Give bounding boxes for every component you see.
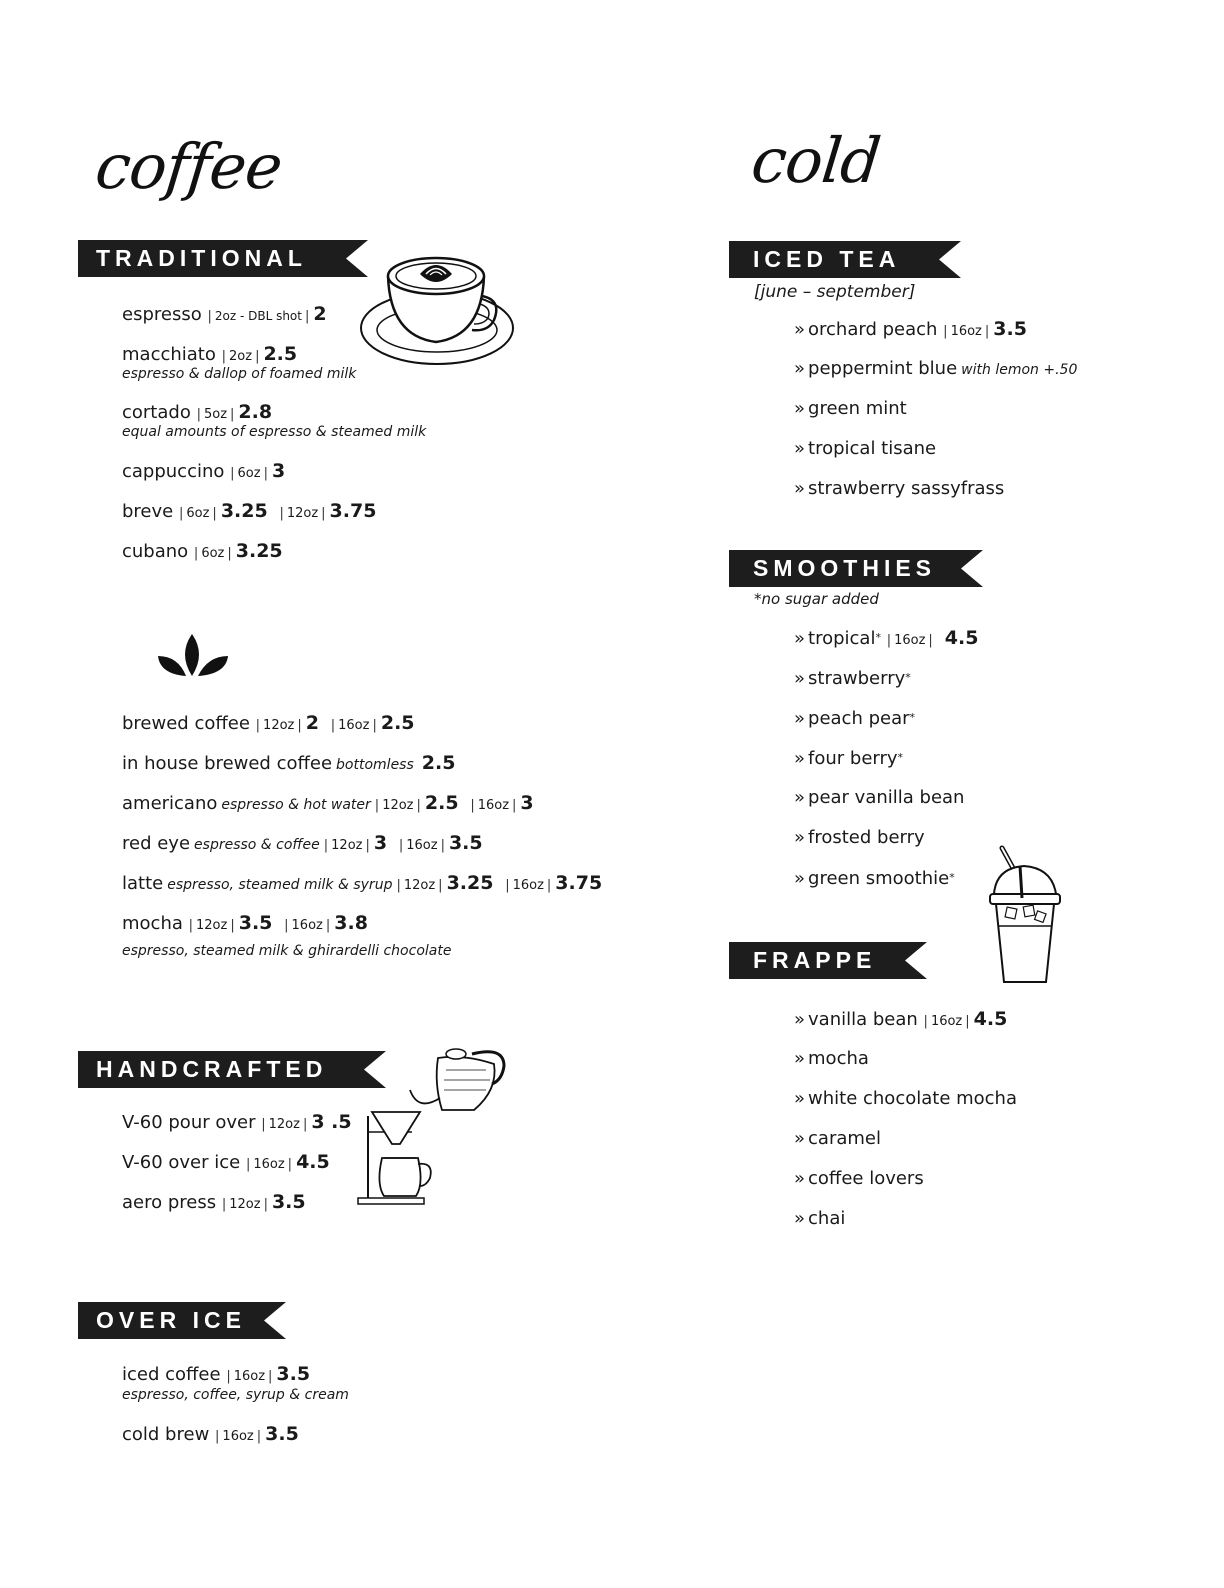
menu-item-cold-brew [122, 1423, 305, 1448]
item-size-2: 16oz [512, 878, 544, 893]
menu-item-green-smoothie [794, 867, 955, 890]
item-size: 5oz [203, 407, 228, 422]
menu-item-chai [794, 1208, 845, 1230]
item-note: bottomless [336, 757, 414, 773]
bar: | [226, 1369, 231, 1384]
menu-item-latte [122, 872, 608, 897]
item-size: 12oz [403, 878, 436, 893]
item-name: mocha [808, 1048, 869, 1069]
bar: | [178, 506, 184, 521]
bar: | [255, 349, 260, 364]
item-size: 16oz [930, 1014, 963, 1029]
bar: | [279, 506, 284, 521]
menu-item-aero-press [122, 1191, 312, 1216]
menu-item-green-mint [794, 398, 907, 420]
bar: | [984, 324, 990, 339]
bar: | [227, 546, 232, 561]
item-description: espresso, steamed milk & ghirardelli chocolate [122, 943, 452, 959]
no-sugar-star: * [875, 631, 881, 644]
item-name: breve [122, 501, 174, 522]
item-price: 3.5 [271, 1191, 306, 1213]
item-size: 6oz [201, 546, 225, 561]
menu-item-vanilla-bean [794, 1008, 1013, 1033]
bar: | [965, 1014, 970, 1029]
bullet: » [794, 358, 806, 379]
iced-tea-banner [729, 241, 961, 278]
menu-item-pear-vanilla-bean [794, 787, 964, 809]
item-size: 2oz [229, 349, 253, 364]
item-name: cappuccino [122, 461, 225, 482]
item-size: 12oz [263, 718, 295, 733]
item-size-2: 12oz [286, 506, 319, 521]
item-name: macchiato [122, 344, 216, 365]
bullet: » [794, 628, 806, 649]
frappe-heading: FRAPPE [753, 947, 877, 973]
item-size: 6oz [237, 466, 261, 481]
item-price: 3.5 [238, 912, 273, 934]
item-note: with lemon +.50 [961, 362, 1078, 378]
item-name: vanilla bean [808, 1009, 918, 1030]
menu-item-red-eye [122, 832, 489, 857]
item-name: tropical tisane [808, 438, 937, 459]
item-description: espresso, coffee, syrup & cream [122, 1387, 349, 1403]
item-name: cubano [122, 541, 189, 562]
item-price: 3.25 [220, 500, 268, 522]
menu-item-caramel [794, 1128, 881, 1150]
bar: | [396, 878, 401, 893]
bar: | [923, 1014, 928, 1029]
item-size-2: 16oz [477, 798, 510, 813]
bar: | [886, 633, 892, 648]
bullet: » [794, 1168, 806, 1189]
menu-item-brewed-coffee [122, 712, 421, 737]
bar: | [287, 1157, 293, 1172]
no-sugar-star: * [949, 871, 955, 884]
menu-item-mocha [122, 912, 374, 937]
bar: | [221, 1197, 227, 1212]
item-price: 2.5 [263, 343, 298, 365]
item-size: 2oz - DBL shot [214, 309, 302, 323]
item-name: iced coffee [122, 1364, 221, 1385]
item-price-2: 3.5 [448, 832, 483, 854]
bar: | [330, 718, 336, 733]
bar: | [196, 407, 201, 422]
item-name: in house brewed coffee [122, 753, 333, 774]
menu-item-cappuccino [122, 460, 291, 485]
item-price: 2 [313, 303, 327, 325]
item-description: equal amounts of espresso & steamed milk [122, 424, 427, 440]
item-price: 3 .5 [311, 1111, 352, 1133]
item-price: 2.5 [421, 752, 456, 774]
bullet: » [794, 748, 806, 769]
iced-tea-note: [june – september] [754, 282, 916, 302]
item-name: V-60 pour over [122, 1112, 256, 1133]
pour-over-kettle-icon [354, 1040, 510, 1210]
item-price: 2.5 [424, 792, 459, 814]
menu-item-white-chocolate-mocha [794, 1088, 1017, 1110]
bar: | [207, 309, 212, 324]
menu-item-in-house-brewed [122, 752, 461, 776]
iced-drink-icon [986, 844, 1066, 990]
bar: | [230, 407, 235, 422]
bullet: » [794, 1048, 806, 1069]
item-name: latte [122, 873, 164, 894]
bar: | [263, 1197, 268, 1212]
item-name: white chocolate mocha [808, 1088, 1017, 1109]
bar: | [304, 309, 310, 324]
smoothies-banner [729, 550, 983, 587]
coffee-title: coffee [92, 130, 286, 203]
bar: | [302, 1117, 308, 1132]
item-size: 16oz [253, 1157, 285, 1172]
item-size: 12oz [196, 918, 228, 933]
bar: | [372, 718, 377, 733]
menu-item-four-berry [794, 747, 903, 770]
bar: | [215, 1429, 220, 1444]
item-name: orchard peach [808, 319, 938, 340]
item-size: 12oz [268, 1117, 300, 1132]
bullet: » [794, 787, 806, 808]
menu-item-americano [122, 792, 540, 817]
item-name: espresso [122, 304, 202, 325]
bar: | [268, 1369, 273, 1384]
item-size: 12oz [331, 838, 363, 853]
item-name: peppermint blue [808, 358, 958, 379]
menu-item-cubano [122, 540, 289, 565]
item-size: 12oz [229, 1197, 261, 1212]
no-sugar-star: * [897, 751, 904, 764]
item-name: peach pear [808, 708, 910, 729]
bullet: » [794, 478, 806, 499]
bar: | [221, 349, 226, 364]
bar: | [321, 506, 326, 521]
item-name: mocha [122, 913, 183, 934]
frappe-banner [729, 942, 927, 979]
bullet: » [794, 708, 806, 729]
item-price-2: 2.5 [380, 712, 415, 734]
menu-item-iced-coffee [122, 1363, 316, 1388]
bullet: » [794, 1128, 806, 1149]
bullet: » [794, 398, 806, 419]
item-price: 3.5 [276, 1363, 311, 1385]
item-price: 3 [373, 832, 388, 854]
bar: | [512, 798, 517, 813]
bullet: » [794, 438, 806, 459]
item-price-2: 3 [520, 792, 534, 814]
menu-item-frappe-mocha [794, 1048, 869, 1070]
bar: | [230, 466, 235, 481]
bar: | [374, 798, 380, 813]
item-note: espresso, steamed milk & syrup [167, 877, 393, 893]
bar: | [255, 718, 261, 733]
bar: | [398, 838, 404, 853]
bar: | [297, 718, 302, 733]
menu-item-espresso [122, 303, 333, 328]
bar: | [416, 798, 421, 813]
bar: | [325, 918, 331, 933]
item-price: 3.5 [265, 1423, 299, 1445]
bullet: » [794, 668, 806, 689]
item-price-2: 3.75 [329, 500, 377, 522]
item-price: 3.25 [235, 540, 283, 562]
traditional-heading: TRADITIONAL [96, 245, 307, 271]
bar: | [546, 878, 552, 893]
bar: | [193, 546, 199, 561]
item-price-2: 3.8 [334, 912, 368, 934]
item-note: espresso & hot water [221, 797, 371, 813]
bullet: » [794, 1009, 806, 1030]
no-sugar-star: * [905, 671, 911, 684]
item-size: 16oz [233, 1369, 266, 1384]
item-name: pear vanilla bean [808, 787, 965, 808]
item-name: cold brew [122, 1424, 210, 1445]
item-size: 16oz [950, 324, 982, 339]
item-size-2: 16oz [291, 918, 323, 933]
item-name: cortado [122, 402, 191, 423]
bullet: » [794, 1088, 806, 1109]
menu-item-peppermint-blue [794, 358, 1081, 381]
item-name: coffee lovers [808, 1168, 924, 1189]
item-size-2: 16oz [406, 838, 438, 853]
bar: | [943, 324, 948, 339]
bar: | [470, 798, 475, 813]
menu-item-coffee-lovers [794, 1168, 924, 1190]
smoothies-note: *no sugar added [754, 590, 879, 608]
bar: | [245, 1157, 251, 1172]
bar: | [212, 506, 217, 521]
menu-item-orchard-peach [794, 318, 1033, 343]
item-size: 6oz [186, 506, 210, 521]
bullet: » [794, 827, 806, 848]
item-price: 3 [271, 460, 286, 482]
menu-item-cortado [122, 401, 278, 426]
item-price: 3.25 [446, 872, 494, 894]
bullet: » [794, 868, 806, 889]
item-name: americano [122, 793, 218, 814]
smoothies-heading: SMOOTHIES [753, 555, 937, 581]
bar: | [505, 878, 510, 893]
item-price: 4.5 [944, 627, 979, 649]
item-name: tropical [808, 628, 876, 649]
iced-tea-heading: ICED TEA [753, 246, 901, 272]
item-price: 4.5 [296, 1151, 330, 1173]
menu-item-peach-pear [794, 707, 915, 730]
handcrafted-banner [78, 1051, 386, 1088]
bar: | [256, 1429, 262, 1444]
bar: | [928, 633, 933, 648]
bar: | [440, 838, 445, 853]
item-name: red eye [122, 833, 191, 854]
menu-item-v60-over-ice [122, 1151, 336, 1176]
drop-petals-icon [156, 632, 230, 678]
cold-title: cold [748, 124, 884, 197]
item-size: 16oz [894, 633, 926, 648]
menu-item-frosted-berry [794, 827, 925, 849]
menu-item-tropical-tisane [794, 438, 936, 460]
item-name: brewed coffee [122, 713, 250, 734]
bullet: » [794, 319, 806, 340]
bar: | [261, 1117, 266, 1132]
item-size: 16oz [222, 1429, 254, 1444]
over-ice-banner [78, 1302, 286, 1339]
item-price: 2 [305, 712, 319, 734]
item-name: strawberry [808, 668, 906, 689]
bar: | [230, 918, 235, 933]
item-name: frosted berry [808, 827, 925, 848]
item-price: 4.5 [973, 1008, 1008, 1030]
item-size: 12oz [382, 798, 414, 813]
bar: | [263, 466, 268, 481]
bar: | [438, 878, 443, 893]
menu-item-macchiato [122, 343, 303, 368]
menu-item-v60-pour-over [122, 1111, 358, 1136]
no-sugar-star: * [909, 711, 916, 724]
item-price: 3.5 [993, 318, 1027, 340]
handcrafted-heading: HANDCRAFTED [96, 1056, 328, 1082]
item-description: espresso & dallop of foamed milk [122, 366, 357, 382]
menu-item-tropical [794, 627, 984, 652]
bar: | [365, 838, 370, 853]
item-size-2: 16oz [338, 718, 370, 733]
item-price-2: 3.75 [555, 872, 603, 894]
item-name: green mint [808, 398, 907, 419]
menu-item-strawberry-sassyfrass [794, 478, 1004, 500]
item-name: aero press [122, 1192, 217, 1213]
item-name: green smoothie [808, 868, 950, 889]
item-name: chai [808, 1208, 846, 1229]
menu-item-strawberry [794, 667, 911, 690]
item-name: caramel [808, 1128, 881, 1149]
bar: | [323, 838, 329, 853]
traditional-banner [78, 240, 368, 277]
item-price: 2.8 [238, 401, 273, 423]
bar: | [188, 918, 194, 933]
bar: | [284, 918, 289, 933]
item-name: V-60 over ice [122, 1152, 241, 1173]
over-ice-heading: OVER ICE [96, 1307, 246, 1333]
bullet: » [794, 1208, 806, 1229]
item-name: four berry [808, 748, 898, 769]
item-note: espresso & coffee [194, 837, 320, 853]
latte-cup-icon [356, 250, 518, 368]
item-name: strawberry sassyfrass [808, 478, 1005, 499]
menu-item-breve [122, 500, 382, 525]
